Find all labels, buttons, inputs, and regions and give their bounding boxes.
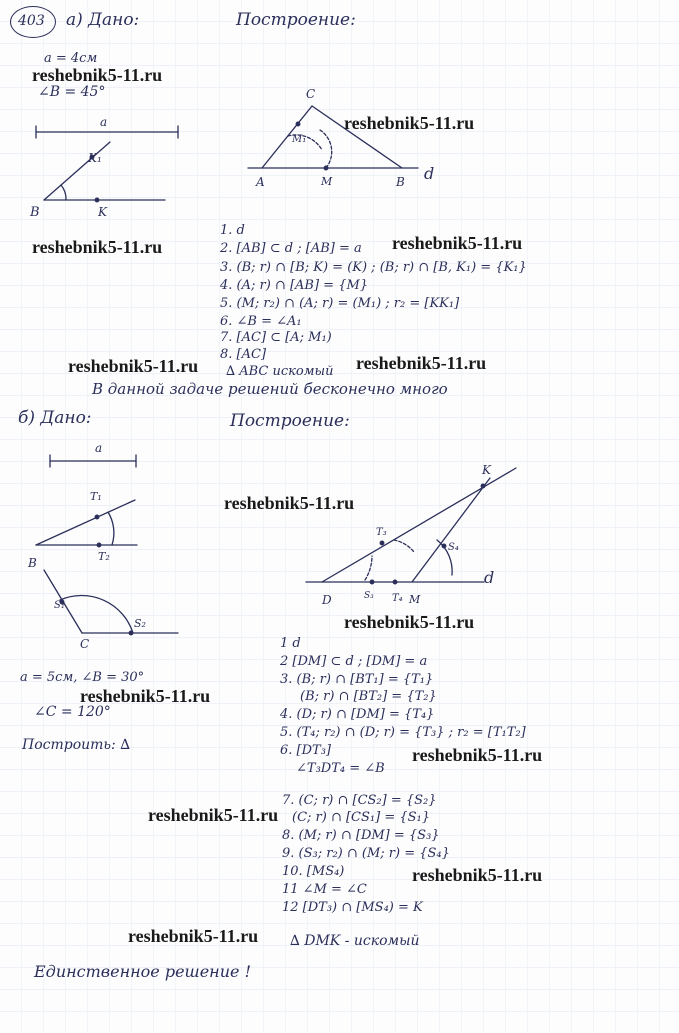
watermark: reshebnik5-11.ru — [68, 356, 199, 376]
fig-a-label-m1: M₁ — [292, 134, 307, 145]
problem-number: 403 — [18, 13, 45, 29]
part-a-step-6: 6. ∠B = ∠A₁ — [220, 314, 302, 329]
part-a-label: а) Дано: — [66, 10, 140, 30]
fig-b-label-b: B — [28, 556, 37, 570]
fig-b-label-s2: S₂ — [134, 617, 146, 630]
watermark: reshebnik5-11.ru — [128, 926, 259, 946]
part-b-label: б) Дано: — [18, 408, 92, 428]
fig-a-label-a-point: A — [256, 175, 265, 189]
watermark: reshebnik5-11.ru — [344, 612, 475, 632]
fig-b-label-d-point: D — [322, 593, 332, 607]
part-b-result: ∆ DMK - искомый — [290, 933, 420, 949]
part-a-step-1: 1. d — [220, 223, 245, 238]
part-b-step-1: 1 d — [280, 636, 301, 651]
part-a-step-8: 8. [AC] — [220, 347, 267, 362]
part-b-step-12: 12 [DT₃) ∩ [MS₄) = K — [282, 900, 423, 915]
part-b-step-5: 5. (T₄; r₂) ∩ (D; r) = {T₃} ; r₂ = [T₁T₂] — [280, 725, 526, 740]
fig-a-angle-b — [44, 142, 165, 202]
watermark: reshebnik5-11.ru — [32, 65, 163, 85]
part-b-step-6b: ∠T₃DT₄ = ∠B — [296, 761, 385, 776]
part-b-step-4: 4. (D; r) ∩ [DM] = {T₄} — [280, 707, 435, 722]
part-b-step-7: 7. (C; r) ∩ [CS₂] = {S₂} — [282, 793, 437, 808]
part-a-conclusion: В данной задаче решений бесконечно много — [92, 380, 448, 398]
fig-b-segment-a — [50, 455, 136, 467]
watermark: reshebnik5-11.ru — [224, 493, 355, 513]
fig-b-label-k: K — [482, 463, 491, 477]
part-b-construction-title: Построение: — [230, 411, 350, 431]
part-b-task: Построить: ∆ — [22, 737, 131, 753]
part-b-step-9: 9. (S₃; r₂) ∩ (M; r) = {S₄} — [282, 846, 450, 861]
part-a-result: ∆ ABC искомый — [226, 364, 334, 379]
part-b-step-7b: (C; r) ∩ [CS₁] = {S₁} — [292, 810, 430, 825]
fig-b-label-s4: S₄ — [448, 542, 459, 553]
watermark: reshebnik5-11.ru — [344, 113, 475, 133]
part-b-step-3: 3. (B; r) ∩ [BT₁] = {T₁} — [280, 672, 434, 687]
watermark: reshebnik5-11.ru — [80, 686, 211, 706]
fig-b-label-t2: T₂ — [98, 550, 110, 563]
fig-b-angle-b — [36, 500, 137, 547]
fig-a-label-b-point: B — [396, 175, 405, 189]
watermark: reshebnik5-11.ru — [356, 353, 487, 373]
part-b-step-2: 2 [DM] ⊂ d ; [DM] = a — [280, 654, 428, 669]
fig-b-label-t4: T₄ — [392, 593, 403, 604]
part-b-conclusion: Единственное решение ! — [34, 962, 252, 981]
part-b-step-3b: (B; r) ∩ [BT₂] = {T₂} — [300, 689, 437, 704]
watermark: reshebnik5-11.ru — [148, 805, 279, 825]
fig-b-label-t3: T₃ — [376, 527, 387, 538]
part-b-given-2: ∠C = 120° — [34, 704, 111, 720]
watermark: reshebnik5-11.ru — [412, 865, 543, 885]
part-a-step-7: 7. [AC] ⊂ [A; M₁) — [220, 330, 332, 345]
part-b-step-10: 10. [MS₄) — [282, 864, 345, 879]
fig-a-label-c: C — [306, 87, 316, 101]
fig-b-label-s1: S₁ — [54, 600, 65, 611]
fig-a-label-m: M — [321, 175, 333, 188]
part-a-step-2: 2. [AB] ⊂ d ; [AB] = a — [220, 241, 362, 256]
part-a-step-3: 3. (B; r) ∩ [B; K) = (K) ; (B; r) ∩ [B, K₁) = {K₁} — [220, 260, 527, 275]
fig-b-label-m: M — [409, 593, 421, 606]
given-angle-b: ∠B = 45° — [38, 84, 106, 100]
fig-b-triangle — [306, 468, 516, 587]
fig-a-label-d: d — [424, 164, 435, 183]
given-side-a: a = 4см — [44, 51, 98, 66]
part-b-step-8: 8. (M; r) ∩ [DM] = {S₃} — [282, 828, 440, 843]
fig-a-label-k1: K₁ — [88, 151, 102, 165]
fig-b-label-a: a — [95, 441, 103, 455]
part-a-step-4: 4. (A; r) ∩ [AB] = {M} — [220, 278, 369, 293]
part-b-step-6: 6. [DT₃] — [280, 743, 331, 758]
fig-b-label-s3: S₃ — [364, 591, 374, 601]
part-b-given-1: a = 5см, ∠B = 30° — [20, 670, 145, 685]
watermark: reshebnik5-11.ru — [392, 233, 523, 253]
part-a-step-5: 5. (M; r₂) ∩ (A; r) = (M₁) ; r₂ = [KK₁] — [220, 296, 460, 311]
fig-b-label-t1: T₁ — [90, 490, 102, 503]
fig-a-label-k: K — [98, 205, 107, 219]
fig-b-label-c: C — [80, 637, 90, 651]
part-b-step-11: 11 ∠M = ∠C — [282, 882, 367, 897]
watermark: reshebnik5-11.ru — [412, 745, 543, 765]
fig-b-label-d-line: d — [484, 568, 495, 587]
part-a-construction-title: Построение: — [236, 10, 356, 30]
fig-a-label-b: B — [30, 205, 40, 220]
watermark: reshebnik5-11.ru — [32, 237, 163, 257]
fig-a-label-a: a — [100, 115, 108, 129]
